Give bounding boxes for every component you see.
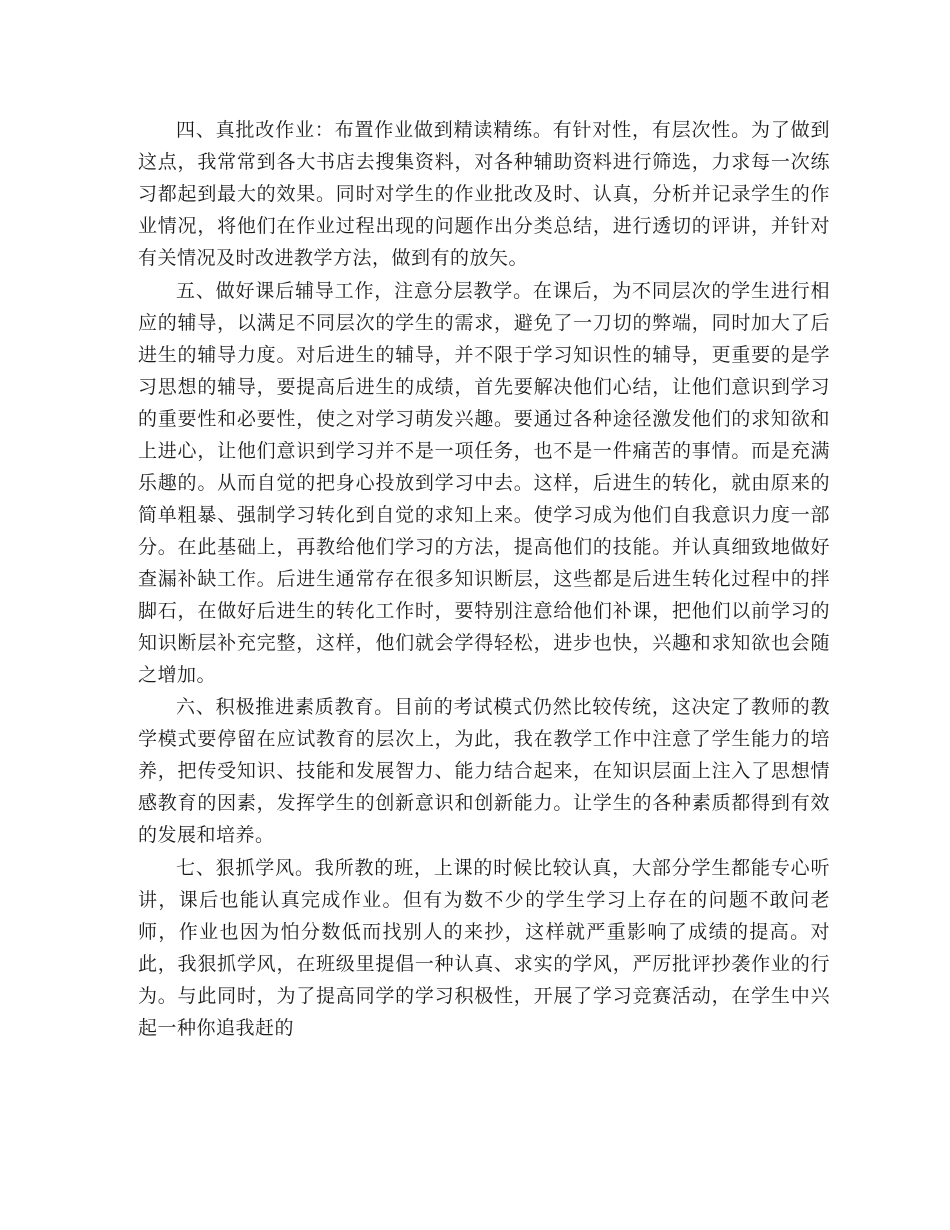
paragraph-4: 四、真批改作业：布置作业做到精读精练。有针对性，有层次性。为了做到这点，我常常到各大书店去搜集资料，对各种辅助资料进行筛选，力求每一次练习都起到最大的效果。同时对学生的作业批改及时、认真，分析并记录学生的作业情况，将他们在作业过程出现的问题作出分类总结，进行透切的评讲，并针对有关情况及时改进教学方法，做到有的放矢。 [138, 119, 830, 269]
document-body [138, 114, 830, 1044]
paragraph-5: 五、做好课后辅导工作，注意分层教学。在课后，为不同层次的学生进行相应的辅导，以满足不同层次的学生的需求，避免了一刀切的弊端，同时加大了后进生的辅导力度。对后进生的辅导，并不限于学习知识性的辅导，更重要的是学习思想的辅导，要提高后进生的成绩，首先要解决他们心结，让他们意识到学习的重要性和必要性，使之对学习萌发兴趣。要通过各种途径激发他们的求知欲和上进心，让他们意识到学习并不是一项任务，也不是一件痛苦的事情。而是充满乐趣的。从而自觉的把身心投放到学习中去。这样，后进生的转化，就由原来的简单粗暴、强制学习转化到自觉的求知上来。使学习成为他们自我意识力度一部分。在此基础上，再教给他们学习的方法，提高他们的技能。并认真细致地做好查漏补缺工作。后进生通常存在很多知识断层，这些都是后进生转化过程中的拌脚石，在做好后进生的转化工作时，要特别注意给他们补课，把他们以前学习的知识断层补充完整，这样，他们就会学得轻松，进步也快，兴趣和求知欲也会随之增加。 [138, 279, 830, 686]
paragraph-6: 六、积极推进素质教育。目前的考试模式仍然比较传统，这决定了教师的教学模式要停留在应试教育的层次上，为此，我在教学工作中注意了学生能力的培养，把传受知识、技能和发展智力、能力结合起来，在知识层面上注入了思想情感教育的因素，发挥学生的创新意识和创新能力。让学生的各种素质都得到有效的发展和培养。 [138, 696, 830, 847]
paragraph-7: 七、狠抓学风。我所教的班，上课的时候比较认真，大部分学生都能专心听讲，课后也能认真完成作业。但有为数不少的学生学习上存在的问题不敢问老师，作业也因为怕分数低而找别人的来抄，这样就严重影响了成绩的提高。对此，我狠抓学风，在班级里提倡一种认真、求实的学风，严厉批评抄袭作业的行为。与此同时，为了提高同学的学习积极性，开展了学习竞赛活动，在学生中兴起一种你追我赶的 [138, 856, 830, 1039]
